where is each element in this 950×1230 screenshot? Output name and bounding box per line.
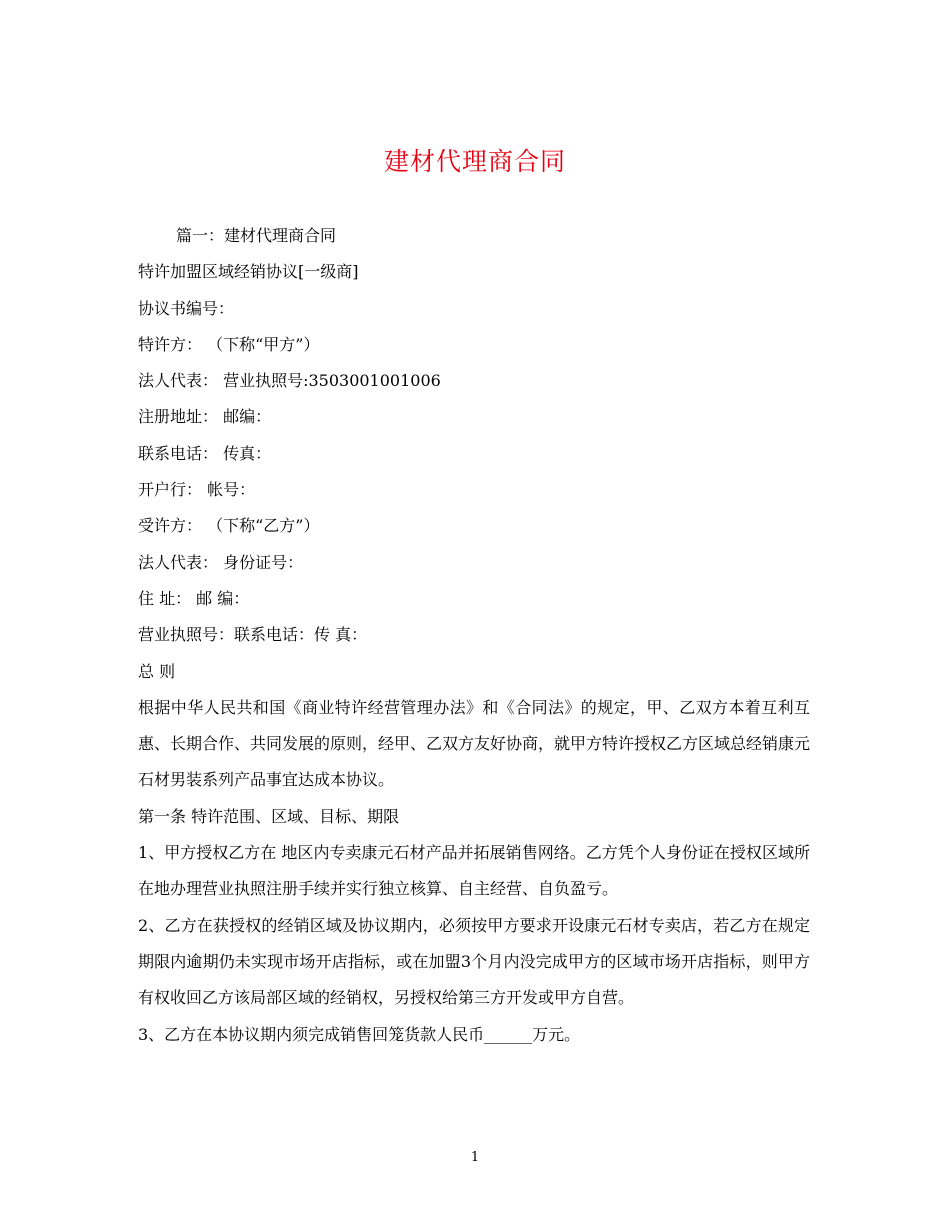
franchisee-license-field: 营业执照号：联系电话：传 真： — [138, 625, 368, 645]
franchisor-representative-field: 法人代表： 营业执照号:3503001001006 — [138, 371, 441, 391]
clause-two-paragraph: 2、乙方在获授权的经销区域及协议期内，必须按甲方要求开设康元石材专卖店，若乙方在规定期限内逾期仍未实现市场开店指标，或在加盟3个月内没完成甲方的区域市场开店指标，则甲方有权收回乙方该局部区域的经销权，另授权给第三方开发或甲方自营。 — [138, 915, 810, 1008]
franchisee-representative-field: 法人代表： 身份证号： — [138, 552, 304, 572]
agreement-number-field: 协议书编号： — [138, 298, 235, 318]
document-body — [138, 218, 810, 1053]
franchisor-bank-field: 开户行： 帐号： — [138, 480, 256, 500]
franchisor-address-field: 注册地址： 邮编： — [138, 407, 272, 427]
clause-three-paragraph: 3、乙方在本协议期内须完成销售回笼货款人民币______万元。 — [138, 1024, 581, 1044]
agreement-name: 特许加盟区域经销协议[一级商] — [138, 262, 359, 282]
franchisor-field: 特许方： （下称“甲方”） — [138, 334, 320, 354]
document-title: 建材代理商合同 — [383, 147, 566, 176]
franchisee-field: 受许方： （下称“乙方”） — [138, 516, 320, 536]
page-number: 1 — [470, 1150, 480, 1165]
general-heading: 总 则 — [138, 661, 176, 681]
subtitle: 篇一：建材代理商合同 — [176, 226, 337, 245]
franchisor-phone-field: 联系电话： 传真： — [138, 443, 272, 463]
article-one-heading: 第一条 特许范围、区域、目标、期限 — [138, 806, 400, 826]
franchisee-address-field: 住 址： 邮 编： — [138, 588, 250, 608]
general-paragraph: 根据中华人民共和国《商业特许经营管理办法》和《合同法》的规定，甲、乙双方本着互利互惠、长期合作、共同发展的原则，经甲、乙双方友好协商，就甲方特许授权乙方区域总经销康元石材男装系列产品事宜达成本协议。 — [138, 697, 811, 790]
clause-one-paragraph: 1、甲方授权乙方在 地区内专卖康元石材产品并拓展销售网络。乙方凭个人身份证在授权区域所在地办理营业执照注册手续并实行独立核算、自主经营、自负盈亏。 — [138, 843, 810, 899]
